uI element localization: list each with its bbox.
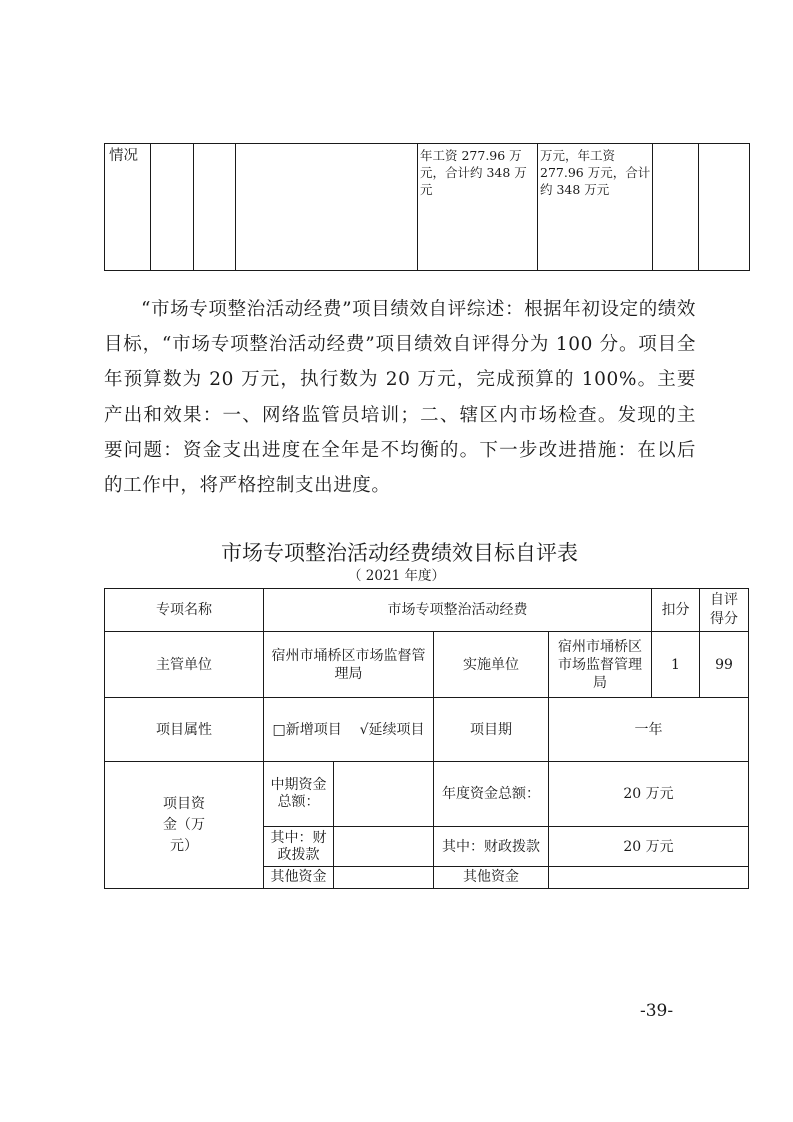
wage-cell-a: [418, 144, 538, 271]
summary-paragraph: [104, 292, 696, 503]
period-value: 一年: [549, 698, 749, 762]
score-label: 自评得分: [700, 589, 749, 632]
dept-label: 主管单位: [105, 632, 264, 698]
annual-total-value: 20 万元: [549, 762, 749, 827]
deduct-label: 扣分: [652, 589, 700, 632]
wage-text-b: 万元，年工资 277.96 万元，合计约 348 万元: [540, 148, 651, 197]
score-value: 99: [700, 632, 749, 698]
fund-label: 项目资金（万元）: [105, 762, 264, 889]
annual-other-value: [549, 867, 749, 889]
annual-fiscal-value: 20 万元: [549, 827, 749, 867]
page-number: -39-: [640, 1001, 674, 1021]
mid-total-value: [334, 762, 434, 827]
wage-cell-b: [538, 144, 653, 271]
wage-text-a: 年工资 277.96 万元，合计约 348 万元: [420, 148, 527, 197]
attr-option-new: □新增项目: [272, 721, 342, 738]
attr-options: [264, 698, 434, 762]
continued-table: [104, 143, 750, 271]
mid-total-label: 中期资金总额：: [264, 762, 334, 827]
mid-other-label: 其他资金: [264, 867, 334, 889]
form-title: 市场专项整治活动经费绩效目标自评表: [221, 541, 578, 565]
mid-fiscal-value: [334, 827, 434, 867]
empty-cell: [699, 144, 750, 271]
name-value: 市场专项整治活动经费: [264, 589, 652, 632]
impl-value: 宿州市埇桥区市场监督管理局: [549, 632, 652, 698]
annual-total-label: 年度资金总额：: [434, 762, 549, 827]
form-subtitle: （ 2021 年度）: [348, 568, 445, 584]
evaluation-table: [104, 588, 749, 889]
attr-option-continued: √延续项目: [359, 721, 425, 738]
mid-fiscal-label: 其中：财政拨款: [264, 827, 334, 867]
empty-cell: [151, 144, 194, 271]
name-label: 专项名称: [105, 589, 264, 632]
empty-cell: [653, 144, 699, 271]
deduct-value: 1: [652, 632, 700, 698]
impl-label: 实施单位: [434, 632, 549, 698]
period-label: 项目期: [434, 698, 549, 762]
empty-cell: [194, 144, 236, 271]
annual-fiscal-label: 其中：财政拨款: [434, 827, 549, 867]
mid-other-value: [334, 867, 434, 889]
row-label-cell: [105, 144, 151, 271]
row-label: 情况: [109, 148, 138, 164]
dept-value: 宿州市埇桥区市场监督管理局: [264, 632, 434, 698]
annual-other-label: 其他资金: [434, 867, 549, 889]
summary-text: “市场专项整治活动经费”项目绩效自评综述：根据年初设定的绩效目标，“市场专项整治活动经费”项目绩效自评得分为 100 分。项目全年预算数为 20 万元，执行数为 20 万元，完成预算的 100%。主要产出和效果：一、网络监管员培训；二、辖区内市场检查。发现的主要问题：资金支出进度在全年是不均衡的。下一步改进措施：在以后的工作中，将严格控制支出进度。: [104, 299, 696, 497]
empty-cell: [236, 144, 418, 271]
attr-label: 项目属性: [105, 698, 264, 762]
